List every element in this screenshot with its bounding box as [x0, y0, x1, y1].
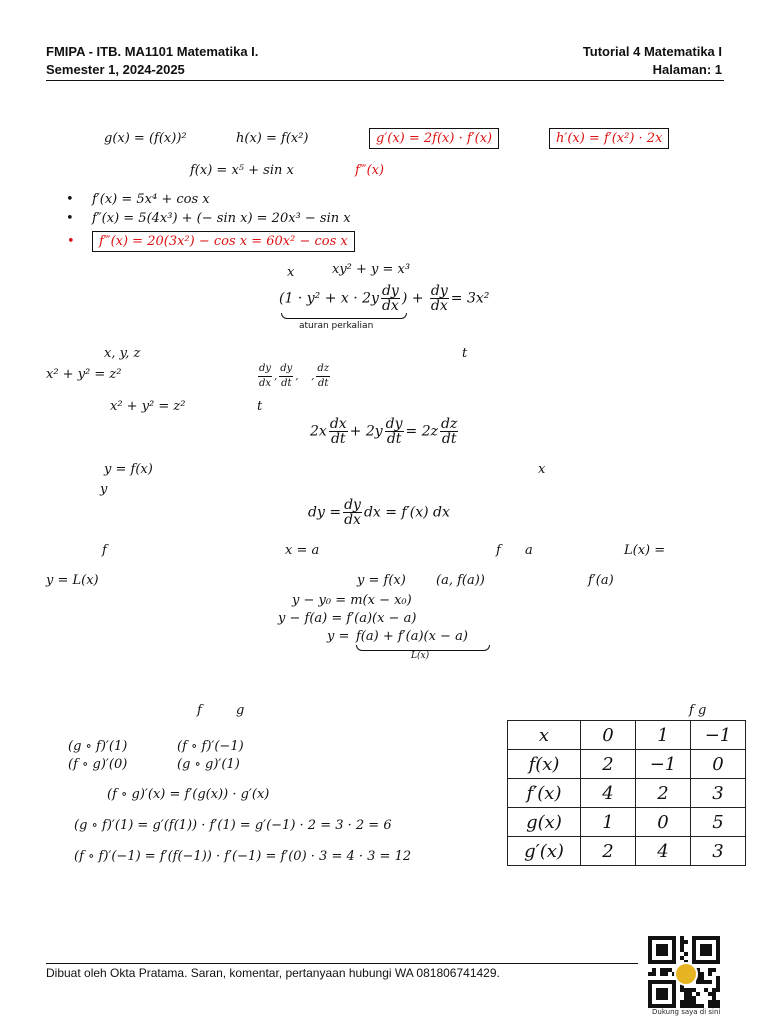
- logo-icon: [674, 962, 698, 986]
- point-slope-line: y − y₀ = m(x − x₀): [292, 593, 412, 608]
- pythagoras-eq: x² + y² = z²: [46, 367, 122, 382]
- y-equals-Lx: y = L(x): [46, 573, 99, 588]
- table-row: [508, 779, 746, 808]
- y-equals-fx-2: y = f(x): [357, 573, 406, 588]
- question-gof: (g ∘ f)′(1): [68, 739, 128, 754]
- rhs-3x2: = 3x²: [450, 290, 490, 307]
- L-of-x: L(x) =: [624, 543, 666, 558]
- solution-fof: (f ∘ f)′(−1) = f′(f(−1)) · f′(−1) = f′(0) · 3 = 4 · 3 = 12: [74, 849, 412, 864]
- value-cell: 2: [581, 837, 636, 866]
- linearization-rhs: f(a) + f′(a)(x − a): [356, 629, 468, 644]
- row-header-cell: x: [508, 721, 581, 750]
- g-definition: g(x) = (f(x))²: [104, 131, 187, 146]
- tangent-point: (a, f(a)): [436, 573, 485, 588]
- product-rule-underbrace: [281, 313, 407, 319]
- value-cell: 2: [581, 750, 636, 779]
- value-cell: 3: [691, 837, 746, 866]
- close-paren: ): [401, 290, 408, 307]
- value-cell: 0: [691, 750, 746, 779]
- value-cell: 1: [581, 808, 636, 837]
- value-cell: −1: [636, 750, 691, 779]
- f-symbol-3: f: [197, 703, 202, 718]
- tangent-line-eq: y − f(a) = f′(a)(x − a): [278, 611, 417, 626]
- h-prime-answer: h′(x) = f′(x²) · 2x: [549, 128, 669, 149]
- dy-dx-fraction-2: $\frac{dy}{dx}$: [430, 283, 448, 314]
- value-cell: 2: [636, 779, 691, 808]
- question-fof: (f ∘ f)′(−1): [177, 739, 244, 754]
- row-header-cell: g′(x): [508, 837, 581, 866]
- underbrace-label: aturan perkalian: [299, 321, 374, 331]
- table-row: [508, 837, 746, 866]
- value-cell: 4: [581, 779, 636, 808]
- dy-dx-fraction: $\frac{dy}{dx}$: [381, 283, 399, 314]
- qr-caption: Dukung saya di sini: [652, 1008, 721, 1016]
- table-row: [508, 750, 746, 779]
- var-t-2: t: [257, 399, 263, 414]
- qr-code-icon[interactable]: [648, 936, 720, 1008]
- f-symbol-2: f: [496, 543, 501, 558]
- footer-text: Dibuat oleh Okta Pratama. Saran, komentar, pertanyaan hubungi WA 081806741429.: [46, 966, 500, 980]
- value-cell: 1: [636, 721, 691, 750]
- value-cell: 0: [581, 721, 636, 750]
- solution-gof: (g ∘ f)′(1) = g′(f(1)) · f′(1) = g′(−1) · 2 = 3 · 2 = 6: [74, 818, 392, 833]
- f-symbol: f: [102, 543, 107, 558]
- rates-list: $\frac{dy}{dx}$ , $\frac{dy}{dt}$ , , $\frac{dz}{dt}$: [259, 363, 330, 389]
- function-values-table: [507, 720, 746, 866]
- f-definition: f(x) = x⁵ + sin x: [190, 163, 294, 178]
- row-header-cell: g(x): [508, 808, 581, 837]
- table-row: [508, 721, 746, 750]
- header-rule: [46, 80, 724, 81]
- row-header-cell: f(x): [508, 750, 581, 779]
- header-course: FMIPA - ITB. MA1101 Matematika I.: [46, 44, 259, 59]
- row-header-cell: f′(x): [508, 779, 581, 808]
- g-symbol: g: [236, 703, 245, 718]
- plus-sign: +: [411, 290, 424, 307]
- value-cell: −1: [691, 721, 746, 750]
- pythagoras-eq-2: x² + y² = z²: [110, 399, 186, 414]
- a-symbol: a: [525, 543, 533, 558]
- var-x: x: [538, 462, 546, 477]
- header-semester: Semester 1, 2024-2025: [46, 62, 185, 77]
- differential-eq: dy = $\frac{dy}{dx}$ dx = f′(x) dx: [308, 497, 450, 528]
- product-rule-expression: (1 · y² + x · 2y: [279, 290, 379, 307]
- linearization-lhs: y =: [327, 629, 350, 644]
- var-t: t: [462, 346, 468, 361]
- question-gog: (g ∘ g)′(1): [177, 757, 240, 772]
- header-tutorial: Tutorial 4 Matematika I: [582, 44, 722, 59]
- bullet-f-double-prime: • f″(x) = 5(4x³) + (− sin x) = 20x³ − sin x: [92, 211, 351, 226]
- implicit-equation: xy² + y = x³: [332, 262, 411, 277]
- f-triple-prime-ask: f‴(x): [355, 163, 385, 178]
- implicit-variable: x: [287, 265, 295, 280]
- value-cell: 4: [636, 837, 691, 866]
- x-equals-a: x = a: [285, 543, 320, 558]
- vars-xyz: x, y, z: [104, 346, 141, 361]
- bullet-f-prime: • f′(x) = 5x⁴ + cos x: [92, 192, 210, 207]
- slope-fpa: f′(a): [588, 573, 614, 588]
- g-prime-answer: g′(x) = 2f(x) · f′(x): [369, 128, 499, 149]
- value-cell: 0: [636, 808, 691, 837]
- value-cell: 5: [691, 808, 746, 837]
- linearization-label: L(x): [411, 651, 430, 661]
- implicit-derivative: [279, 284, 489, 313]
- table-row: [508, 808, 746, 837]
- y-equals-fx: y = f(x): [104, 462, 153, 477]
- fg-table-ref: f g: [689, 703, 707, 718]
- chain-rule: (f ∘ g)′(x) = f′(g(x)) · g′(x): [107, 787, 270, 802]
- value-cell: 3: [691, 779, 746, 808]
- bullet-f-triple-prime: • f‴(x) = 20(3x²) − cos x = 60x² − cos x: [92, 231, 355, 252]
- question-fog: (f ∘ g)′(0): [68, 757, 128, 772]
- var-y: y: [100, 482, 108, 497]
- h-definition: h(x) = f(x²): [236, 131, 309, 146]
- header-page: Halaman: 1: [652, 62, 722, 77]
- footer-rule: [46, 963, 638, 964]
- related-rates-derivative: 2x $\frac{dx}{dt}$ + 2y $\frac{dy}{dt}$ = 2z $\frac{dz}{dt}$: [310, 416, 458, 447]
